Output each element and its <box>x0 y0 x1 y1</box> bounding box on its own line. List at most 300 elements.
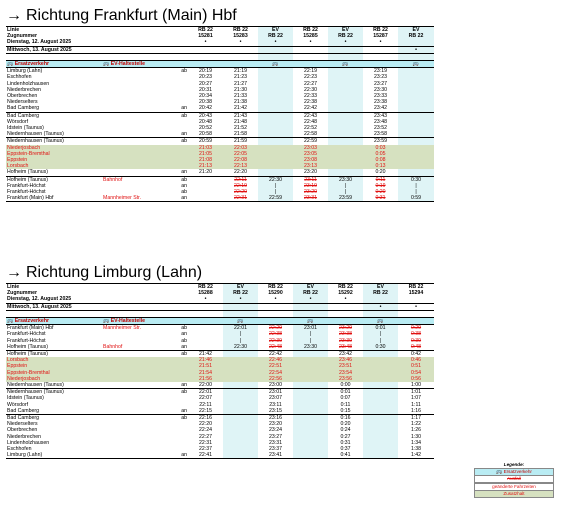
time-cell: 0:31 <box>375 195 386 202</box>
time-cell: 23:19 <box>363 68 398 75</box>
station-name: Lindenholzhausen <box>7 439 50 446</box>
time-cell: 22:01 <box>188 389 223 396</box>
time-cell: 22:19 <box>293 68 328 75</box>
time-cell: | <box>328 183 363 189</box>
time-cell: 23:20 <box>304 169 317 176</box>
time-cell: 22:30 <box>223 344 258 351</box>
time-cell: | <box>363 338 398 344</box>
spacer-cell <box>363 53 398 60</box>
time-cell <box>258 105 293 112</box>
time-cell: | <box>223 338 258 344</box>
time-cell: 0:59 <box>398 195 434 202</box>
station-name: Hofheim (Taunus) <box>6 351 102 358</box>
time-cell: | <box>258 189 293 195</box>
time-cell: 20:34 <box>199 93 212 100</box>
header-label: Zugnummer <box>7 33 37 40</box>
header-cell <box>328 303 363 310</box>
time-cell: 22:59 <box>293 138 328 145</box>
time-cell: 22:38 <box>304 99 317 106</box>
time-cell: 22:13 <box>223 163 258 169</box>
ersatz-row <box>6 61 434 68</box>
time-cell <box>188 176 223 183</box>
ersatz-row <box>6 318 434 325</box>
spacer-cell <box>188 53 223 60</box>
header-label: Linie <box>6 284 188 291</box>
header-cell: RB 22 <box>293 290 328 296</box>
time-cell: 23:16 <box>258 415 293 422</box>
arrival-departure: ab <box>181 337 187 344</box>
time-cell <box>293 382 328 389</box>
station-name: Niedernhausen (Taunus) <box>7 131 64 138</box>
time-cell: 23:01 <box>293 325 328 332</box>
time-cell: 0:30 <box>398 176 434 183</box>
ev-haltestelle <box>102 169 176 176</box>
legend-title: Legende: <box>503 462 525 467</box>
header-cell: 15281 <box>198 33 213 40</box>
ersatz-label: Ersatzverkehr <box>14 318 50 324</box>
time-cell <box>328 68 363 75</box>
time-cell: 1:01 <box>398 389 434 396</box>
station-name: Limburg (Lahn) <box>7 452 43 459</box>
empty-cell <box>293 61 328 68</box>
legend-item-label: geänderte Fahrzeiten <box>492 483 536 489</box>
time-cell <box>398 138 434 145</box>
arrival-departure: ab <box>176 176 188 183</box>
table-row <box>6 131 434 138</box>
bus-icon: 🚌 <box>307 318 314 324</box>
time-cell: 23:07 <box>269 395 282 402</box>
section-title-frankfurt <box>6 6 237 26</box>
time-cell: 22:20 <box>234 169 247 176</box>
station-name: Frankfurt-Höchst <box>6 183 102 189</box>
time-cell: 1:34 <box>410 439 422 446</box>
legend-item-label: Ersatzverkehr <box>503 468 532 474</box>
time-cell: 22:19 <box>234 182 247 189</box>
time-cell: 23:59 <box>363 138 398 145</box>
station-name: Niederselters <box>7 99 38 106</box>
time-cell: 22:15 <box>199 407 212 414</box>
time-cell: 23:30 <box>293 344 328 351</box>
header-cell: EV <box>363 284 398 291</box>
time-cell: 22:31 <box>199 439 212 446</box>
station-name: Hofheim (Taunus) <box>7 169 48 176</box>
arrival-departure: an <box>181 131 187 138</box>
station-name: Eppstein-Bremthal <box>6 151 102 157</box>
header-cell: RB 22 <box>293 27 328 34</box>
time-cell <box>328 131 363 138</box>
table-row <box>6 68 434 75</box>
header-cell: RB 22 <box>398 284 434 291</box>
time-cell: 21:56 <box>188 376 223 382</box>
time-cell: 23:43 <box>363 112 398 119</box>
time-cell: 23:46 <box>328 357 363 363</box>
time-cell: 0:20 <box>375 169 386 176</box>
time-cell: 23:52 <box>374 125 387 132</box>
header-label: Zugnummer <box>7 290 37 297</box>
spacer-row <box>6 53 434 60</box>
ev-haltestelle <box>102 138 176 145</box>
time-cell: 20:52 <box>199 125 212 132</box>
time-cell: 22:05 <box>223 151 258 157</box>
arrival-departure: an <box>181 407 187 414</box>
table-row <box>6 325 434 332</box>
header-cell <box>363 296 398 303</box>
header-label: Linie <box>6 27 188 34</box>
time-cell: 0:42 <box>398 351 434 358</box>
time-cell: 23:27 <box>269 433 282 440</box>
time-cell: 20:31 <box>199 86 212 93</box>
header-label: Dienstag, 12. August 2025 <box>6 296 188 303</box>
table-row <box>6 415 434 422</box>
time-cell <box>293 452 328 459</box>
time-cell: | <box>293 338 328 344</box>
time-cell: 21:05 <box>188 151 223 157</box>
time-cell: 0:30 <box>363 344 398 351</box>
header-cell: 15288 <box>198 290 213 297</box>
time-cell: 22:01 <box>223 325 258 332</box>
time-cell <box>328 169 363 176</box>
time-cell: 23:42 <box>374 105 387 112</box>
time-cell: 21:46 <box>188 357 223 363</box>
time-cell: 0:20 <box>375 189 386 196</box>
station-name: Hofheim (Taunus) <box>6 176 102 183</box>
arrival-departure: an <box>181 195 187 202</box>
bus-marker-cell <box>223 318 258 325</box>
time-cell: 1:17 <box>398 415 434 422</box>
bus-icon: 🚌 <box>342 61 349 67</box>
header-cell: RB 22 <box>398 33 434 39</box>
time-cell: 22:54 <box>258 370 293 376</box>
time-cell: 23:15 <box>269 407 282 414</box>
time-cell: 20:59 <box>188 138 223 145</box>
time-cell: 21:54 <box>188 370 223 376</box>
bus-icon: 🚌 <box>7 61 14 67</box>
time-cell: 21:48 <box>234 118 247 125</box>
bus-marker-cell <box>363 318 398 325</box>
legend-item-label: Zusatzhalt <box>503 491 525 497</box>
ev-haltestelle <box>102 382 176 389</box>
time-cell: 0:08 <box>363 157 398 163</box>
time-cell: 22:24 <box>199 427 212 434</box>
ev-haltestelle: Bahnhof <box>102 176 176 183</box>
time-cell: 0:01 <box>363 325 398 332</box>
time-cell: 23:03 <box>293 145 328 151</box>
header-cell: RB 22 <box>188 27 223 34</box>
time-cell: 22:07 <box>199 395 212 402</box>
time-cell: 22:31 <box>234 195 247 202</box>
spacer-cell <box>258 310 293 317</box>
empty-cell <box>398 318 434 325</box>
arrival-departure: an <box>181 331 187 338</box>
time-cell: 23:54 <box>328 370 363 376</box>
header-cell: 15294 <box>408 290 424 297</box>
time-cell: 0:48 <box>410 343 422 350</box>
table-row <box>6 176 434 183</box>
arrival-departure: an <box>181 182 187 189</box>
time-cell: 22:30 <box>304 86 317 93</box>
time-cell <box>363 452 398 459</box>
table-row <box>6 452 434 459</box>
time-cell <box>398 105 434 112</box>
ev-haltestelle <box>102 68 176 75</box>
station-name: Niederbrechen <box>7 433 42 440</box>
header-cell: • <box>223 296 258 303</box>
time-cell: 20:38 <box>199 99 212 106</box>
arrival-departure: ab <box>176 68 188 75</box>
arrow-right-icon: → <box>6 7 22 24</box>
time-cell: 23:05 <box>293 151 328 157</box>
header-cell <box>223 303 258 310</box>
time-cell: 0:07 <box>340 395 351 402</box>
time-cell: 22:27 <box>199 433 212 440</box>
haltestelle-label-cell <box>102 61 188 68</box>
empty-cell <box>188 318 223 325</box>
header-cell <box>258 46 293 53</box>
frankfurt-title-text: Richtung Frankfurt (Main) Hbf <box>26 7 237 24</box>
header-cell: RB 22 <box>258 33 293 39</box>
legend-item-zusatzhalt <box>474 490 554 498</box>
time-cell: 23:41 <box>269 452 282 459</box>
time-cell: 22:48 <box>269 343 282 350</box>
time-cell: 23:39 <box>339 337 352 344</box>
station-name: Lindenholzhausen <box>7 80 50 87</box>
time-cell <box>258 131 293 138</box>
time-cell: 21:43 <box>223 112 258 119</box>
station-name: Frankfurt-Höchst <box>6 331 102 337</box>
time-cell: 20:48 <box>199 118 212 125</box>
time-cell: 23:37 <box>269 446 282 453</box>
empty-cell <box>258 318 293 325</box>
station-name: Frankfurt-Höchst <box>6 189 102 195</box>
bus-marker-cell <box>258 61 293 68</box>
time-cell: 22:03 <box>223 145 258 151</box>
station-name: Niedernhausen (Taunus) <box>7 382 64 389</box>
header-cell <box>223 46 258 53</box>
time-cell: 22:29 <box>258 325 293 332</box>
time-cell: 23:20 <box>269 421 282 428</box>
header-cell: RB 22 <box>363 290 398 296</box>
header-cell <box>328 46 363 53</box>
station-name: Wörsdorf <box>7 118 29 125</box>
spacer-cell <box>398 53 434 60</box>
arrow-right-icon: → <box>6 264 22 281</box>
station-name: Frankfurt-Höchst <box>6 338 102 344</box>
station-name: Frankfurt (Main) Hbf <box>6 325 102 332</box>
time-cell: 20:27 <box>199 80 212 87</box>
spacer-row <box>6 310 434 317</box>
time-cell: 22:27 <box>304 80 317 87</box>
header-cell: EV <box>328 27 363 34</box>
time-cell: 22:33 <box>304 93 317 100</box>
section-title-limburg <box>6 263 202 283</box>
timetable-limburg <box>6 283 434 459</box>
table-row <box>6 382 434 389</box>
bus-icon: 🚌 <box>103 61 110 67</box>
time-cell: 21:33 <box>234 93 247 100</box>
time-cell: 0:38 <box>410 331 422 338</box>
bus-marker-cell <box>293 318 328 325</box>
arrival-departure: ab <box>176 138 188 145</box>
spacer-cell <box>188 310 223 317</box>
empty-cell <box>328 318 363 325</box>
time-cell: 22:16 <box>188 415 223 422</box>
bus-icon: 🚌 <box>272 61 279 67</box>
ev-haltestelle <box>102 351 176 358</box>
time-cell: 1:11 <box>411 401 421 408</box>
header-label: Mittwoch, 13. August 2025 <box>6 303 188 310</box>
time-cell: 1:26 <box>410 427 422 434</box>
spacer-cell <box>223 310 258 317</box>
header-cell: • <box>328 39 363 46</box>
time-cell: 0:51 <box>398 363 434 369</box>
time-cell: 22:58 <box>304 131 317 138</box>
time-cell: 22:11 <box>223 176 258 183</box>
time-cell: 20:58 <box>199 131 212 138</box>
station-name: Limburg (Lahn) <box>6 68 102 75</box>
header-cell: • <box>293 296 328 303</box>
bus-icon: 🚌 <box>103 318 110 324</box>
time-cell: 21:58 <box>234 131 247 138</box>
time-cell: 23:42 <box>328 351 363 358</box>
bus-marker-cell <box>328 61 363 68</box>
time-cell: 21:42 <box>188 351 223 358</box>
time-cell: | <box>398 189 434 195</box>
station-name: Eschhofen <box>7 74 32 81</box>
arrival-departure: ab <box>176 389 188 396</box>
station-name: Idstein (Taunus) <box>7 125 44 132</box>
bus-icon: 🚌 <box>7 318 14 324</box>
header-row <box>6 284 434 291</box>
ev-haltestelle <box>102 408 176 415</box>
time-cell: 21:38 <box>234 99 247 106</box>
time-cell: 1:16 <box>410 407 422 414</box>
time-cell: 0:39 <box>410 337 422 344</box>
header-cell: • <box>363 303 398 310</box>
header-label: Dienstag, 12. August 2025 <box>6 39 188 46</box>
time-cell <box>188 325 223 332</box>
empty-cell <box>363 61 398 68</box>
header-row <box>6 46 434 53</box>
time-cell: 21:23 <box>234 74 247 81</box>
arrival-departure: ab <box>176 325 188 332</box>
time-cell <box>363 408 398 415</box>
time-cell: 1:00 <box>410 382 422 389</box>
time-cell <box>258 68 293 75</box>
time-cell: | <box>398 183 434 189</box>
time-cell: 23:31 <box>269 439 282 446</box>
time-cell: 22:42 <box>304 105 317 112</box>
haltestelle-label: EV-Haltestelle <box>110 61 145 67</box>
station-name: Niederbrechen <box>7 86 42 93</box>
time-cell <box>328 112 363 119</box>
table-row <box>6 351 434 358</box>
arrival-departure: an <box>181 169 187 176</box>
time-cell: 0:20 <box>340 421 351 428</box>
haltestelle-label: EV-Haltestelle <box>110 318 145 324</box>
header-row <box>6 27 434 34</box>
station-name: Idstein (Taunus) <box>7 395 44 402</box>
time-cell: 21:42 <box>234 105 247 112</box>
station-name: Bad Camberg <box>7 407 40 414</box>
time-cell <box>293 408 328 415</box>
time-cell: 23:31 <box>304 195 317 202</box>
time-cell: 23:13 <box>293 163 328 169</box>
header-cell: • <box>258 296 293 303</box>
header-cell: • <box>293 39 328 46</box>
time-cell: 0:29 <box>398 325 434 332</box>
arrival-departure: an <box>181 105 187 112</box>
spacer-cell <box>258 53 293 60</box>
time-cell: 23:11 <box>269 401 282 408</box>
arrival-departure: ab <box>176 351 188 358</box>
spacer-cell <box>176 53 188 60</box>
header-cell: 15290 <box>268 290 283 297</box>
spacer-cell <box>328 53 363 60</box>
station-name: Wörsdorf <box>7 401 29 408</box>
time-cell: 23:51 <box>328 363 363 369</box>
time-cell: 21:08 <box>188 157 223 163</box>
station-name: Niedernhausen (Taunus) <box>6 389 102 396</box>
time-cell <box>398 131 434 138</box>
time-cell: 22:20 <box>199 421 212 428</box>
spacer-cell <box>293 53 328 60</box>
time-cell: 23:27 <box>374 80 387 87</box>
time-cell: 23:00 <box>269 382 282 389</box>
time-cell <box>363 382 398 389</box>
spacer-cell <box>102 53 176 60</box>
time-cell <box>398 112 434 119</box>
time-cell: 22:42 <box>258 351 293 358</box>
time-cell: 0:31 <box>340 439 351 446</box>
bus-icon: 🚌 <box>377 318 384 324</box>
header-cell <box>188 46 223 53</box>
time-cell: 20:19 <box>188 68 223 75</box>
time-cell: 22:23 <box>304 74 317 81</box>
time-cell: 23:01 <box>258 389 293 396</box>
time-cell: 0:37 <box>340 446 351 453</box>
time-cell: 22:38 <box>269 331 282 338</box>
station-name: Lorsbach <box>6 357 102 363</box>
header-row <box>6 303 434 310</box>
time-cell: 22:43 <box>293 112 328 119</box>
header-label: Mittwoch, 13. August 2025 <box>6 46 188 53</box>
time-cell: 0:00 <box>340 382 351 389</box>
time-cell: 23:23 <box>374 74 387 81</box>
spacer-cell <box>6 310 102 317</box>
header-cell <box>363 46 398 53</box>
header-cell: • <box>188 39 223 46</box>
spacer-cell <box>398 310 434 317</box>
header-cell: • <box>328 296 363 303</box>
time-cell: 0:54 <box>398 370 434 376</box>
time-cell: 21:19 <box>223 68 258 75</box>
station-name: Frankfurt (Main) Hbf <box>6 195 102 202</box>
time-cell: 21:13 <box>188 163 223 169</box>
ev-haltestelle <box>102 389 176 396</box>
legend <box>474 462 554 498</box>
time-cell: 22:51 <box>258 363 293 369</box>
time-cell <box>293 415 328 422</box>
time-cell: 1:07 <box>410 395 422 402</box>
station-name: Eschhofen <box>7 446 32 453</box>
header-cell: RB 22 <box>363 27 398 34</box>
header-cell: EV <box>398 27 434 34</box>
station-name: Eppstein <box>6 363 102 369</box>
time-cell <box>258 138 293 145</box>
time-cell: 23:30 <box>328 176 363 183</box>
time-cell: 22:00 <box>199 382 212 389</box>
empty-cell <box>188 61 223 68</box>
